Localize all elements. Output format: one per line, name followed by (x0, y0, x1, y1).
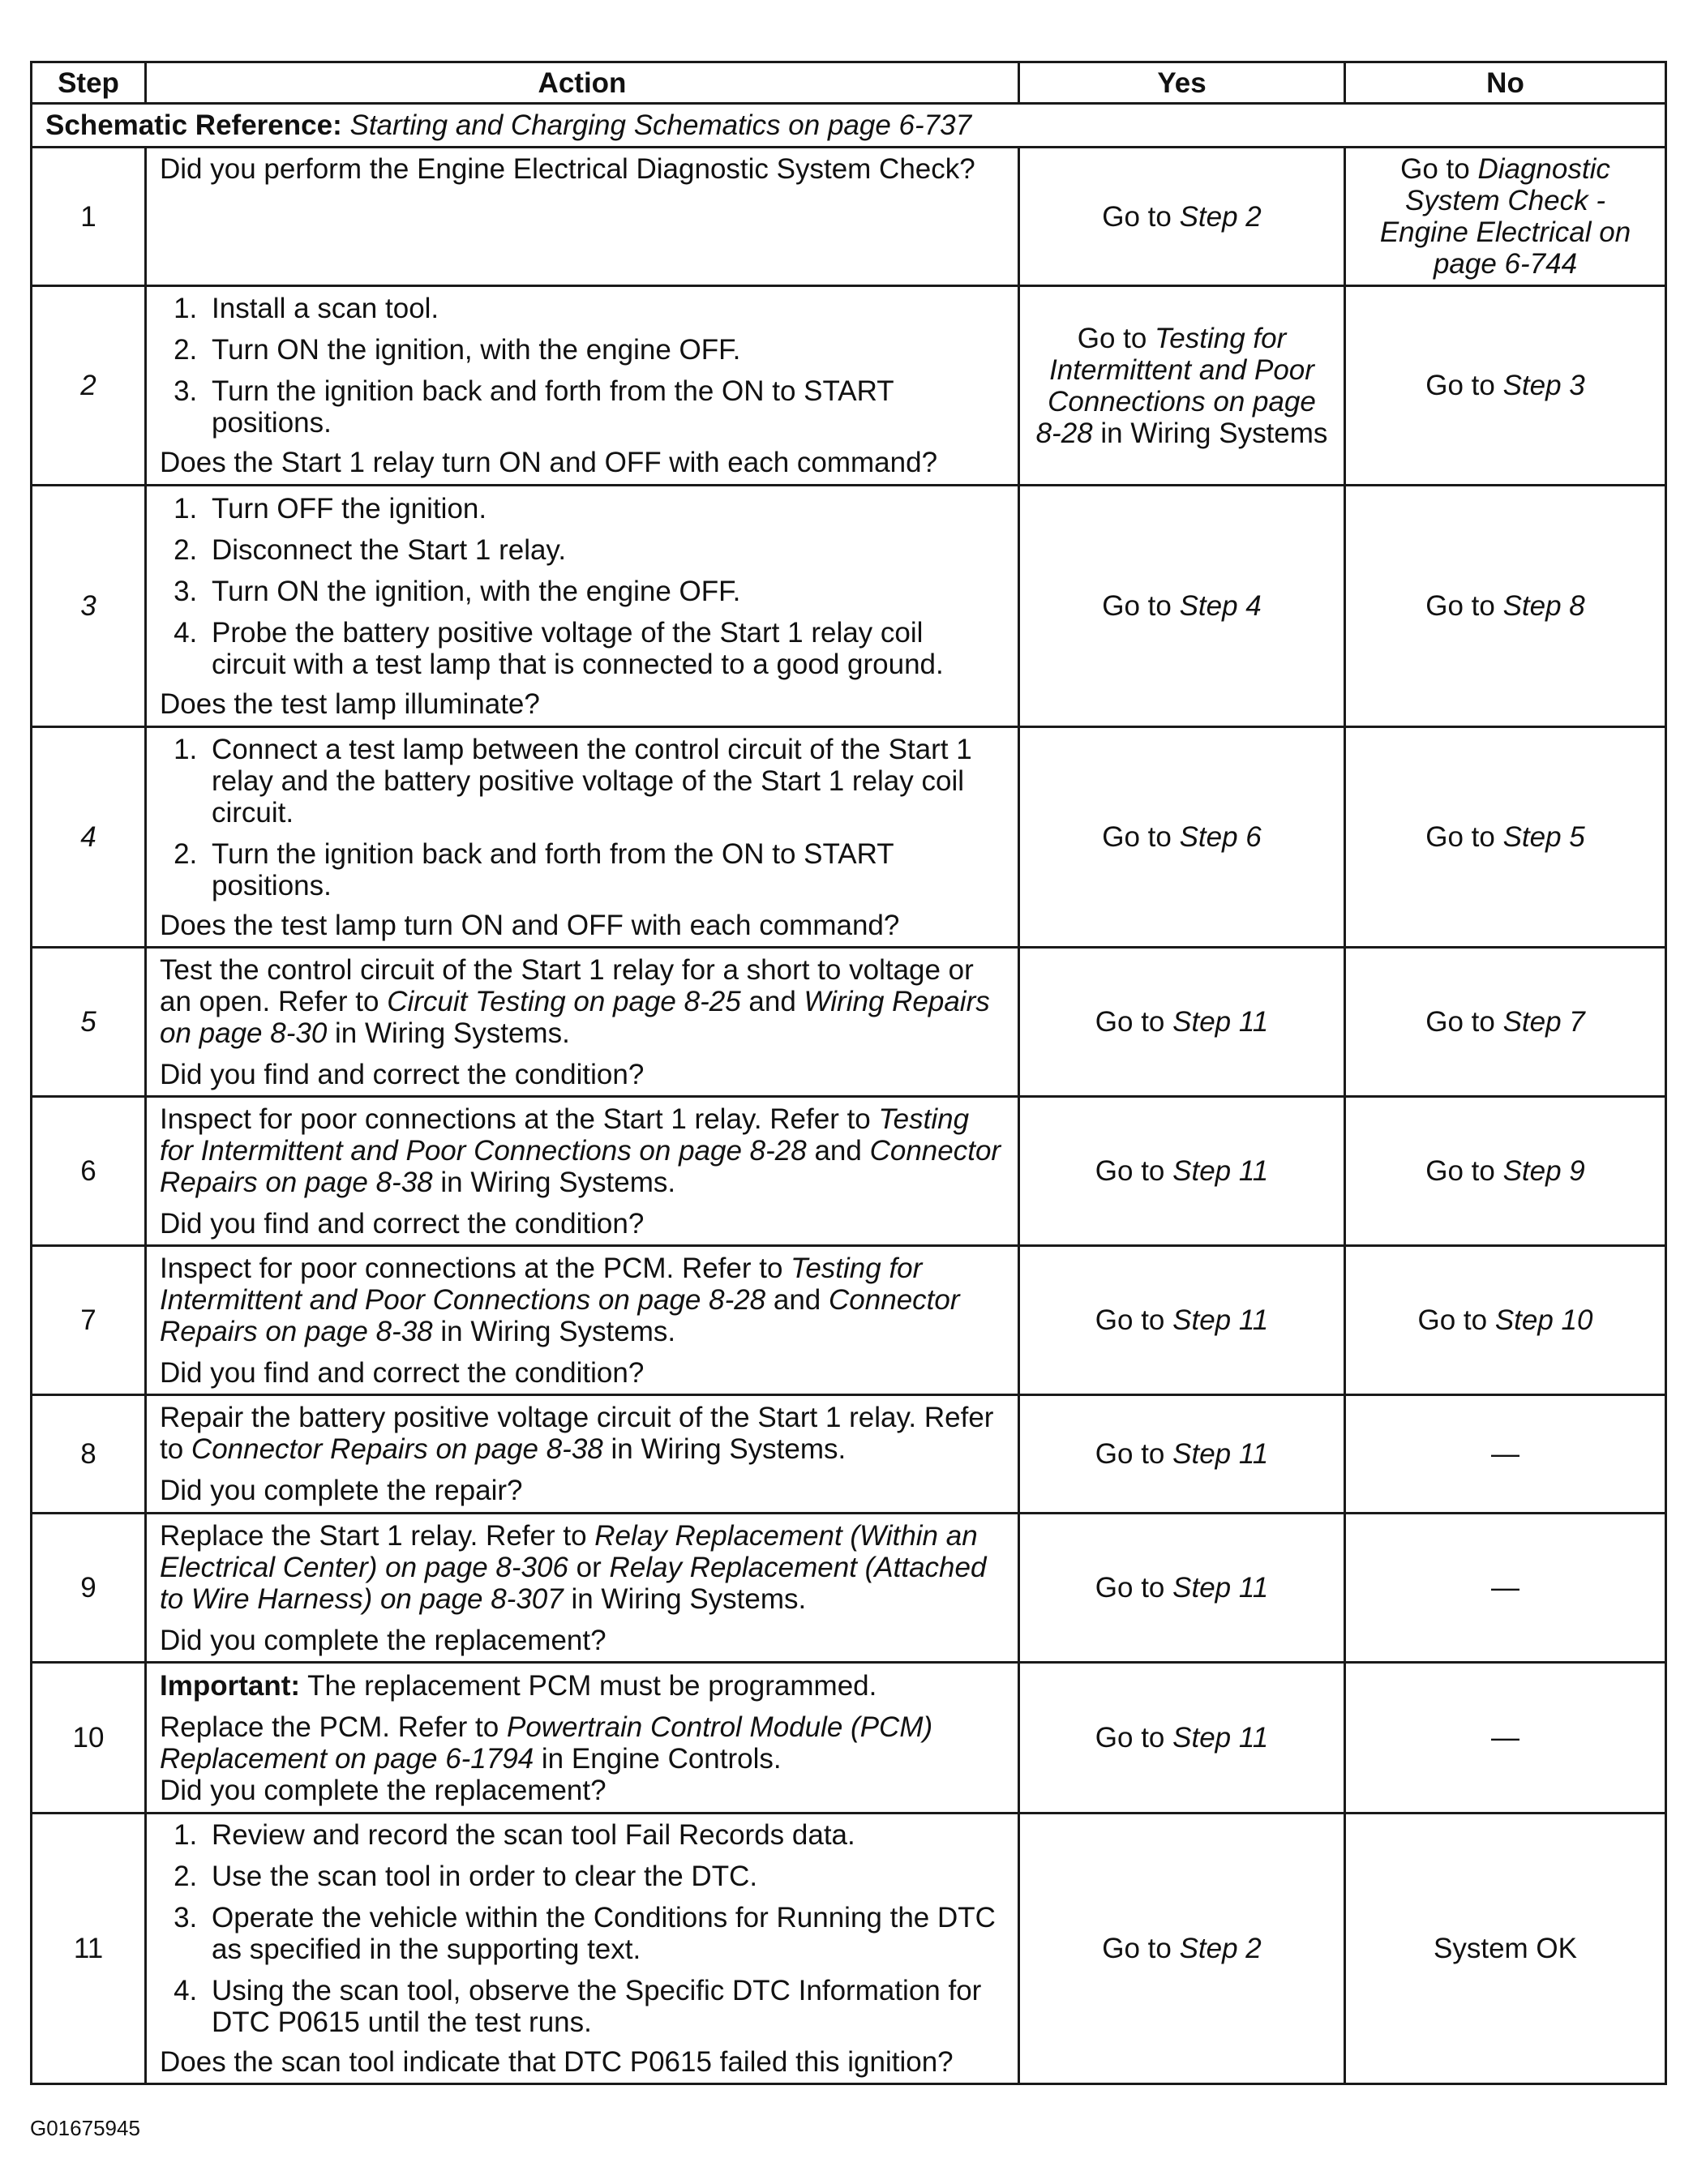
schematic-ref-link[interactable]: Starting and Charging Schematics on page 6-737 (349, 109, 972, 141)
step-number: 4 (32, 727, 146, 948)
action-list (160, 734, 1005, 901)
header-row (32, 62, 1666, 104)
reference-link[interactable]: Testing for Intermittent and Poor Connections on page 8-28 (160, 1103, 970, 1167)
no-cell (1345, 948, 1666, 1097)
instruction-text: or (568, 1551, 610, 1583)
yes-prefix: Go to (1102, 590, 1180, 622)
yes-link[interactable]: Step 2 (1179, 200, 1262, 233)
instruction-text: and (765, 1283, 829, 1316)
yes-cell (1019, 948, 1345, 1097)
instruction-text: in Wiring Systems. (432, 1315, 676, 1347)
no-prefix: Go to (1425, 370, 1503, 401)
action-list (160, 493, 1005, 680)
list-item: 1. Install a scan tool. (205, 293, 1005, 324)
action-cell (146, 1395, 1019, 1514)
yes-link[interactable]: Step 4 (1179, 590, 1262, 622)
instruction-text: and (740, 985, 804, 1017)
yes-link[interactable]: Step 11 (1172, 1155, 1269, 1187)
no-cell: System OK (1345, 1814, 1666, 2084)
yes-cell (1019, 727, 1345, 948)
list-item: 4. Using the scan tool, observe the Specific DTC Information for DTC P0615 until the test runs. (205, 1975, 1005, 2038)
table-row (32, 1663, 1666, 1814)
list-item: 2. Turn the ignition back and forth from the ON to START positions. (205, 838, 1005, 901)
question: Did you find and correct the condition? (160, 1058, 645, 1090)
list-item: 2. Turn ON the ignition, with the engine OFF. (205, 334, 1005, 366)
list-item: 2. Use the scan tool in order to clear the DTC. (205, 1861, 1005, 1892)
table-row (32, 1814, 1666, 2084)
yes-cell (1019, 1395, 1345, 1514)
step-number: 3 (32, 486, 146, 727)
list-item: 2. Disconnect the Start 1 relay. (205, 534, 1005, 566)
yes-prefix: Go to (1102, 821, 1180, 853)
yes-prefix: Go to (1102, 200, 1180, 233)
no-link[interactable]: Step 3 (1502, 370, 1585, 401)
list-item: 3. Turn ON the ignition, with the engine OFF. (205, 576, 1005, 607)
step-number: 2 (32, 286, 146, 486)
instruction-text: in Wiring Systems. (563, 1582, 807, 1615)
no-cell: — (1345, 1663, 1666, 1814)
yes-suffix: in Wiring Systems (1092, 417, 1328, 449)
instruction-text: in Wiring Systems. (432, 1166, 676, 1198)
yes-prefix: Go to (1095, 1006, 1173, 1038)
instruction-text: in Wiring Systems. (327, 1017, 570, 1049)
question: Does the Start 1 relay turn ON and OFF with each command? (160, 447, 938, 478)
no-cell (1345, 1097, 1666, 1246)
step-number: 7 (32, 1246, 146, 1395)
yes-cell (1019, 1814, 1345, 2084)
no-cell: — (1345, 1395, 1666, 1514)
no-link[interactable]: Step 8 (1502, 590, 1585, 622)
reference-link[interactable]: Powertrain Control Module (PCM) Replacement on page 6-1794 (160, 1711, 933, 1775)
no-link[interactable]: Step 9 (1502, 1155, 1585, 1187)
yes-prefix: Go to (1095, 1438, 1173, 1470)
question: Does the test lamp turn ON and OFF with each command? (160, 909, 900, 941)
reference-link[interactable]: Connector Repairs on page 8-38 (191, 1433, 603, 1465)
step-number: 10 (32, 1663, 146, 1814)
question: Did you perform the Engine Electrical Diagnostic System Check? (160, 153, 975, 185)
instruction-text: Replace the Start 1 relay. Refer to (160, 1519, 595, 1552)
action-cell (146, 1814, 1019, 2084)
schematic-label: Schematic Reference: (45, 109, 342, 141)
important-text: The replacement PCM must be programmed. (300, 1669, 877, 1702)
action-cell (146, 1246, 1019, 1395)
instruction-text: Inspect for poor connections at the Start 1 relay. Refer to (160, 1103, 879, 1135)
table-row (32, 1395, 1666, 1514)
important-label: Important: (160, 1669, 301, 1702)
question: Did you find and correct the condition? (160, 1207, 645, 1240)
question: Does the test lamp illuminate? (160, 687, 540, 720)
no-cell (1345, 1246, 1666, 1395)
yes-link[interactable]: Step 6 (1179, 821, 1262, 853)
table-row (32, 1097, 1666, 1246)
question: Did you complete the repair? (160, 1475, 523, 1506)
question: Did you complete the replacement? (160, 1624, 606, 1656)
instruction-text: Test the control circuit of the Start 1 relay for a short to voltage or an open. Refer to (160, 953, 974, 1017)
action-cell (146, 727, 1019, 948)
no-link[interactable]: Diagnostic System Check - Engine Electrical on page 6-744 (1379, 153, 1631, 280)
list-item: 3. Turn the ignition back and forth from the ON to START positions. (205, 375, 1005, 439)
action-list (160, 293, 1005, 439)
yes-link[interactable]: Step 11 (1172, 1572, 1269, 1604)
header-no: No (1345, 62, 1666, 104)
no-cell: — (1345, 1514, 1666, 1663)
reference-link[interactable]: Wiring Repairs on page 8-30 (160, 985, 990, 1049)
instruction-text: Repair the battery positive voltage circuit of the Start 1 relay. Refer to (160, 1402, 994, 1465)
no-prefix: Go to (1417, 1304, 1495, 1336)
important-note (160, 1670, 1005, 1702)
header-step: Step (32, 62, 146, 104)
reference-link[interactable]: Circuit Testing on page 8-25 (387, 985, 741, 1017)
no-cell (1345, 727, 1666, 948)
list-item: 1. Connect a test lamp between the control circuit of the Start 1 relay and the battery positive voltage of the Start 1 relay coil circuit. (205, 734, 1005, 829)
no-cell (1345, 486, 1666, 727)
step-number: 8 (32, 1395, 146, 1514)
yes-cell (1019, 286, 1345, 486)
step-number: 1 (32, 148, 146, 286)
yes-cell (1019, 486, 1345, 727)
action-cell (146, 948, 1019, 1097)
no-link[interactable]: Step 7 (1502, 1006, 1585, 1038)
no-cell (1345, 286, 1666, 486)
yes-cell (1019, 1246, 1345, 1395)
schematic-reference-row (32, 104, 1666, 148)
question: Does the scan tool indicate that DTC P0615 failed this ignition? (160, 2046, 954, 2078)
table-row (32, 727, 1666, 948)
instruction-text: in Engine Controls. (534, 1742, 782, 1775)
action-cell (146, 286, 1019, 486)
action-cell (146, 148, 1019, 286)
list-item: 4. Probe the battery positive voltage of the Start 1 relay coil circuit with a test lamp that is connected to a good ground. (205, 617, 1005, 680)
reference-link[interactable]: Relay Replacement (Within an Electrical Center) on page 8-306 (160, 1519, 978, 1583)
yes-link[interactable]: Testing for Intermittent and Poor Connections on page 8-28 (1035, 322, 1316, 449)
yes-cell (1019, 1663, 1345, 1814)
instruction (160, 1402, 1005, 1465)
action-list (160, 1819, 1005, 2038)
question: Did you complete the replacement? (160, 1774, 606, 1806)
step-number: 6 (32, 1097, 146, 1246)
no-prefix: Go to (1425, 1006, 1503, 1038)
instruction (160, 1711, 1005, 1775)
yes-prefix: Go to (1095, 1722, 1173, 1754)
instruction (160, 1253, 1005, 1347)
yes-prefix: Go to (1102, 1933, 1180, 1964)
reference-link[interactable]: Testing for Intermittent and Poor Connections on page 8-28 (160, 1252, 923, 1316)
instruction (160, 1520, 1005, 1615)
yes-prefix: Go to (1095, 1572, 1173, 1604)
schematic-reference (32, 104, 1666, 148)
yes-prefix: Go to (1077, 322, 1155, 354)
yes-cell (1019, 1514, 1345, 1663)
yes-link[interactable]: Step 11 (1172, 1006, 1269, 1038)
diagnostic-table (30, 61, 1667, 2085)
instruction (160, 954, 1005, 1049)
yes-link[interactable]: Step 11 (1172, 1438, 1269, 1470)
reference-link[interactable]: Connector Repairs on page 8-38 (160, 1134, 1001, 1198)
step-number: 9 (32, 1514, 146, 1663)
instruction-text: in Wiring Systems. (602, 1433, 846, 1465)
no-prefix: Go to (1425, 1155, 1503, 1187)
yes-prefix: Go to (1095, 1304, 1173, 1336)
list-item: 3. Operate the vehicle within the Conditions for Running the DTC as specified in the supporting text. (205, 1902, 1005, 1965)
header-yes: Yes (1019, 62, 1345, 104)
figure-id: G01675945 (30, 2116, 140, 2140)
action-cell (146, 1514, 1019, 1663)
table-row (32, 486, 1666, 727)
no-link[interactable]: Step 10 (1494, 1304, 1593, 1336)
table-row (32, 948, 1666, 1097)
yes-cell (1019, 148, 1345, 286)
action-cell (146, 1097, 1019, 1246)
list-item: 1. Review and record the scan tool Fail Records data. (205, 1819, 1005, 1851)
table-row (32, 148, 1666, 286)
reference-link[interactable]: Relay Replacement (Attached to Wire Harness) on page 8-307 (160, 1551, 987, 1615)
list-item: 1. Turn OFF the ignition. (205, 493, 1005, 525)
no-link[interactable]: Step 5 (1502, 821, 1585, 853)
table-row (32, 1514, 1666, 1663)
instruction (160, 1103, 1005, 1198)
table-row (32, 286, 1666, 486)
yes-link[interactable]: Step 11 (1172, 1304, 1269, 1336)
step-number: 5 (32, 948, 146, 1097)
instruction-text: and (806, 1134, 870, 1167)
yes-link[interactable]: Step 2 (1179, 1933, 1262, 1964)
no-prefix: Go to (1425, 590, 1503, 622)
reference-link[interactable]: Connector Repairs on page 8-38 (160, 1283, 960, 1347)
step-number: 11 (32, 1814, 146, 2084)
no-prefix: Go to (1400, 153, 1478, 185)
no-prefix: Go to (1425, 821, 1503, 853)
yes-cell (1019, 1097, 1345, 1246)
yes-prefix: Go to (1095, 1155, 1173, 1187)
question: Did you find and correct the condition? (160, 1356, 645, 1389)
header-action: Action (146, 62, 1019, 104)
yes-link[interactable]: Step 11 (1172, 1722, 1269, 1754)
instruction-text: Inspect for poor connections at the PCM. Refer to (160, 1252, 791, 1284)
instruction-text: Replace the PCM. Refer to (160, 1711, 507, 1743)
table-row (32, 1246, 1666, 1395)
no-cell (1345, 148, 1666, 286)
action-cell (146, 486, 1019, 727)
action-cell (146, 1663, 1019, 1814)
